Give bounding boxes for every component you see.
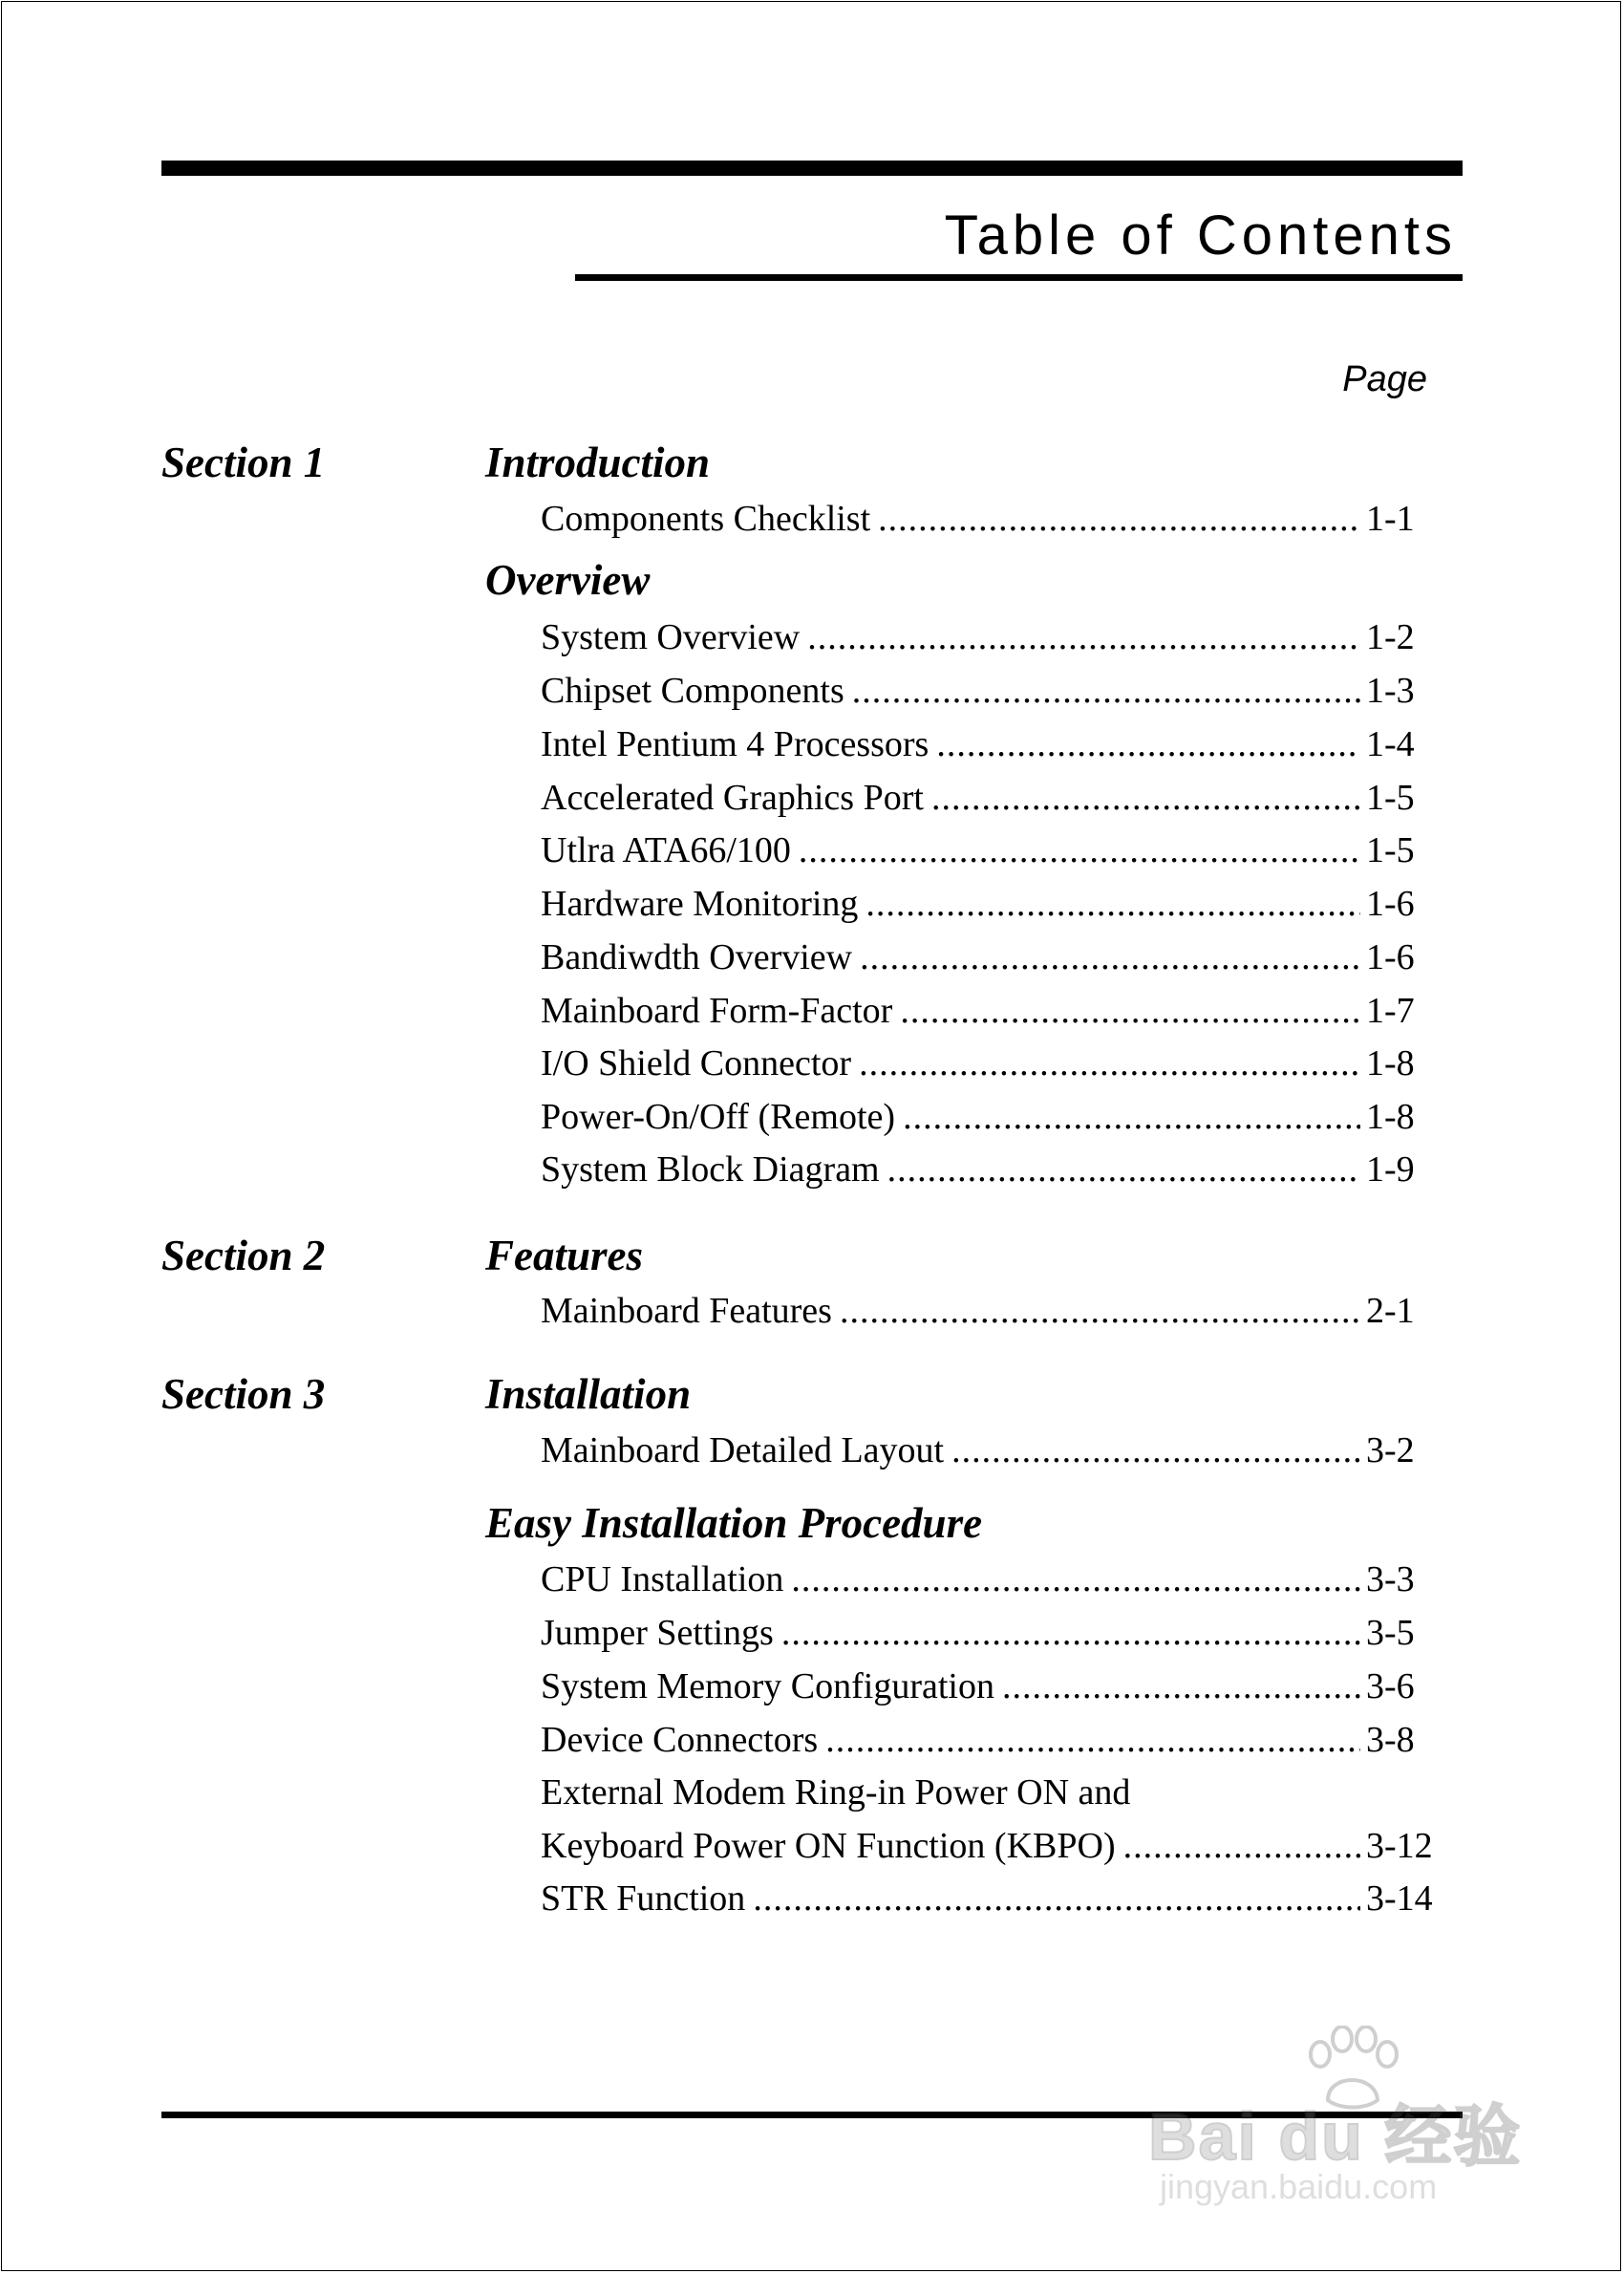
toc-entry[interactable]: [541, 499, 1429, 539]
toc-entry-title: Accelerated Graphics Port: [541, 778, 924, 818]
toc-entry-page: 3-8: [1366, 1720, 1415, 1760]
toc-entry[interactable]: [541, 1149, 1429, 1190]
dot-leader: [903, 1097, 1360, 1137]
dot-leader: [799, 830, 1360, 870]
toc-entry-page: 2-1: [1366, 1291, 1415, 1331]
toc-entry[interactable]: [541, 1291, 1429, 1331]
toc-entry-title: System Block Diagram: [541, 1149, 880, 1190]
toc-entry-page: 3-5: [1366, 1613, 1415, 1653]
dot-leader: [900, 991, 1360, 1031]
toc-entry[interactable]: [541, 937, 1429, 977]
toc-entry-page: 1-5: [1366, 830, 1415, 870]
toc-entry-page: 1-2: [1366, 617, 1415, 657]
toc-entry-page: 3-6: [1366, 1666, 1415, 1706]
toc-entry-title: System Overview: [541, 617, 801, 657]
page-column-label: Page: [1342, 359, 1427, 399]
toc-entry-title: Chipset Components: [541, 671, 844, 711]
toc-entry-page: 1-4: [1366, 724, 1415, 764]
toc-entry[interactable]: [541, 1878, 1433, 1919]
toc-entry[interactable]: [541, 1559, 1429, 1599]
toc-entry-page: 1-1: [1366, 499, 1415, 539]
toc-entry-title: Intel Pentium 4 Processors: [541, 724, 930, 764]
toc-entry-title: Mainboard Features: [541, 1291, 832, 1331]
dot-leader: [951, 1430, 1360, 1470]
heading-features: Features: [485, 1232, 644, 1279]
toc-entry-title: CPU Installation: [541, 1559, 784, 1599]
toc-entry-title: Components Checklist: [541, 499, 871, 539]
toc-entry-page: 3-14: [1366, 1878, 1433, 1919]
heading-easy-installation-procedure: Easy Installation Procedure: [485, 1499, 983, 1547]
toc-entry-title: System Memory Configuration: [541, 1666, 994, 1706]
watermark-brand: Bai du 经验: [1148, 2099, 1523, 2174]
toc-entry[interactable]: [541, 778, 1429, 818]
section-label-3: Section 3: [161, 1370, 326, 1418]
toc-entry-page: 1-8: [1366, 1097, 1415, 1137]
toc-entry[interactable]: [541, 991, 1429, 1031]
toc-entry[interactable]: [541, 830, 1429, 870]
toc-entry-page: 1-3: [1366, 671, 1415, 711]
toc-entry-title: Keyboard Power ON Function (KBPO): [541, 1826, 1116, 1866]
toc-entry[interactable]: [541, 1720, 1429, 1760]
dot-leader: [840, 1291, 1360, 1331]
watermark-url: jingyan.baidu.com: [1160, 2167, 1438, 2206]
toc-entry-page: 3-2: [1366, 1430, 1415, 1470]
section-label-2: Section 2: [161, 1232, 326, 1279]
toc-entry-title: STR Function: [541, 1878, 746, 1919]
toc-entry[interactable]: [541, 1826, 1433, 1866]
toc-entry[interactable]: [541, 617, 1429, 657]
dot-leader: [791, 1559, 1360, 1599]
dot-leader: [1002, 1666, 1360, 1706]
title-underline: [575, 274, 1463, 281]
dot-leader: [825, 1720, 1360, 1760]
dot-leader: [859, 1043, 1360, 1083]
toc-entry-page: 1-6: [1366, 884, 1415, 924]
toc-entry-page: 1-7: [1366, 991, 1415, 1031]
toc-entry-page: 1-6: [1366, 937, 1415, 977]
dot-leader: [887, 1149, 1360, 1190]
toc-entry-title: Device Connectors: [541, 1720, 819, 1760]
toc-entry-title: Hardware Monitoring: [541, 884, 859, 924]
heading-introduction: Introduction: [485, 439, 711, 486]
dot-leader: [936, 724, 1360, 764]
toc-entry[interactable]: [541, 1430, 1429, 1470]
toc-entry[interactable]: [541, 724, 1429, 764]
toc-entry-title: Jumper Settings: [541, 1613, 774, 1653]
heading-installation: Installation: [485, 1370, 692, 1418]
toc-entry-title: I/O Shield Connector: [541, 1043, 852, 1083]
top-rule: [161, 161, 1463, 176]
dot-leader: [781, 1613, 1360, 1653]
toc-entry-page: 3-12: [1366, 1826, 1433, 1866]
section-label-1: Section 1: [161, 439, 326, 486]
toc-entry-title: Mainboard Form-Factor: [541, 991, 893, 1031]
dot-leader: [865, 884, 1360, 924]
dot-leader: [860, 937, 1360, 977]
toc-entry-title: Utlra ATA66/100: [541, 830, 791, 870]
toc-entry-title-continued[interactable]: External Modem Ring-in Power ON and: [541, 1772, 1131, 1813]
page-title: Table of Contents: [944, 204, 1457, 267]
toc-entry[interactable]: [541, 1666, 1429, 1706]
toc-entry-page: 3-3: [1366, 1559, 1415, 1599]
toc-entry-title: Bandiwdth Overview: [541, 937, 853, 977]
toc-entry-title: Mainboard Detailed Layout: [541, 1430, 945, 1470]
toc-entry-page: 1-5: [1366, 778, 1415, 818]
dot-leader: [878, 499, 1360, 539]
toc-entry-title: Power-On/Off (Remote): [541, 1097, 896, 1137]
toc-entry-page: 1-8: [1366, 1043, 1415, 1083]
toc-entry-page: 1-9: [1366, 1149, 1415, 1190]
toc-entry[interactable]: [541, 1613, 1429, 1653]
baidu-watermark: [1146, 2026, 1548, 2217]
toc-entry[interactable]: [541, 1097, 1429, 1137]
toc-entry[interactable]: [541, 1043, 1429, 1083]
dot-leader: [807, 617, 1360, 657]
toc-entry[interactable]: [541, 884, 1429, 924]
heading-overview: Overview: [485, 556, 651, 604]
dot-leader: [852, 671, 1360, 711]
toc-entry[interactable]: [541, 671, 1429, 711]
dot-leader: [931, 778, 1360, 818]
dot-leader: [753, 1878, 1360, 1919]
dot-leader: [1123, 1826, 1360, 1866]
